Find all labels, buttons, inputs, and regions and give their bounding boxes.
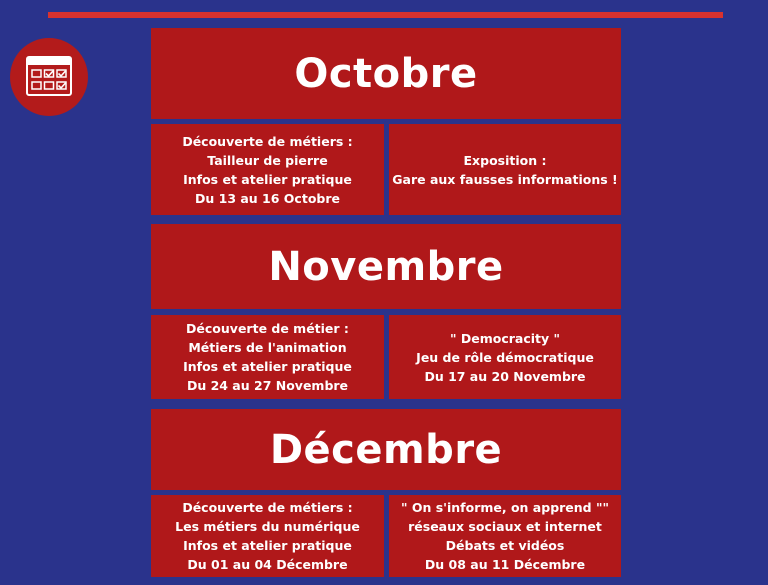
event-line: Du 24 au 27 Novembre (186, 378, 349, 393)
event-line: Débats et vidéos (445, 538, 565, 553)
event-line: " Democracity " (449, 330, 561, 346)
event-line: Tailleur de pierre (207, 152, 328, 168)
month-header-novembre: Novembre (151, 224, 621, 309)
event-line: Infos et atelier pratique (183, 171, 352, 187)
event-line: Gare aux fausses informations ! (392, 171, 618, 187)
event-card (151, 124, 384, 215)
month-header-decembre: Décembre (151, 409, 621, 490)
calendar-icon (26, 56, 72, 96)
event-line: Les métiers du numérique (175, 519, 360, 534)
event-line: Infos et atelier pratique (183, 359, 352, 374)
event-card (151, 495, 384, 577)
event-line: Exposition : (463, 152, 547, 168)
event-line: Métiers de l'animation (188, 340, 347, 355)
calendar-badge (10, 38, 88, 116)
event-line: Du 08 au 11 Décembre (424, 557, 586, 572)
event-line: Infos et atelier pratique (183, 538, 352, 553)
event-line: réseaux sociaux et internet (408, 519, 602, 534)
event-line: Découverte de métiers : (182, 133, 353, 149)
month-header-octobre: Octobre (151, 28, 621, 119)
top-divider (48, 12, 723, 18)
event-line: Du 01 au 04 Décembre (187, 557, 348, 572)
event-line: Du 13 au 16 Octobre (195, 190, 340, 206)
event-line: Du 17 au 20 Novembre (424, 368, 586, 384)
event-line: " On s'informe, on apprend "" (400, 500, 610, 515)
event-card (389, 124, 621, 215)
event-card (389, 495, 621, 577)
event-line: Découverte de métier : (186, 321, 349, 336)
event-line: Jeu de rôle démocratique (416, 349, 594, 365)
event-line: Découverte de métiers : (182, 500, 353, 515)
event-card (151, 315, 384, 399)
event-card (389, 315, 621, 399)
